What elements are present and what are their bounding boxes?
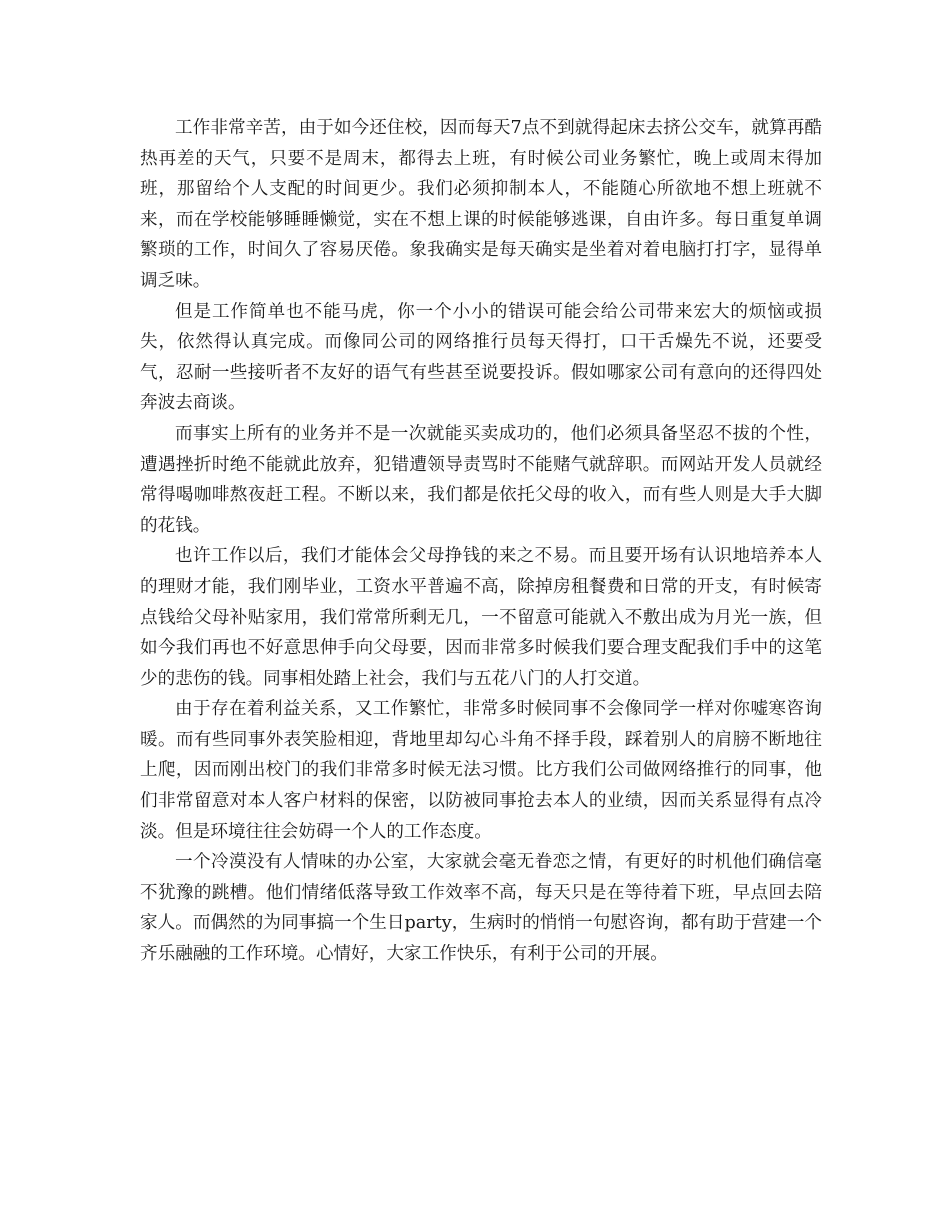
paragraph-6: 一个冷漠没有人情味的办公室，大家就会毫无眷恋之情，有更好的时机他们确信毫不犹豫的跳槽。他们情绪低落导致工作效率不高，每天只是在等待着下班，早点回去陪家人。而偶然的为同事搞一个生日party，生病时的悄悄一句慰咨询，都有助于营建一个齐乐融融的工作环境。心情好，大家工作快乐，有利于公司的开展。 (140, 852, 822, 965)
paragraph-5: 由于存在着利益关系，又工作繁忙，非常多时候同事不会像同学一样对你嘘寒咨询暖。而有些同事外表笑脸相迎，背地里却勾心斗角不择手段，踩着别人的肩膀不断地往上爬，因而刚出校门的我们非常多时候无法习惯。比方我们公司做网络推行的同事，他们非常留意对本人客户材料的保密，以防被同事抢去本人的业绩，因而关系显得有点冷淡。但是环境往往会妨碍一个人的工作态度。 (140, 699, 822, 842)
paragraph-1: 工作非常辛苦，由于如今还住校，因而每天7点不到就得起床去挤公交车，就算再酷热再差的天气，只要不是周末，都得去上班，有时候公司业务繁忙，晚上或周末得加班，那留给个人支配的时间更少。我们必须抑制本人，不能随心所欲地不想上班就不来，而在学校能够睡睡懒觉，实在不想上课的时候能够逃课，自由许多。每日重复单调繁琐的工作，时间久了容易厌倦。象我确实是每天确实是坐着对着电脑打打字，显得单调乏味。 (140, 118, 822, 291)
paragraph-4: 也许工作以后，我们才能体会父母挣钱的来之不易。而且要开场有认识地培养本人的理财才能，我们刚毕业，工资水平普遍不高，除掉房租餐费和日常的开支，有时候寄点钱给父母补贴家用，我们常常所剩无几，一不留意可能就入不敷出成为月光一族，但如今我们再也不好意思伸手向父母要，因而非常多时候我们要合理支配我们手中的这笔少的悲伤的钱。同事相处踏上社会，我们与五花八门的人打交道。 (140, 546, 822, 689)
paragraph-3: 而事实上所有的业务并不是一次就能买卖成功的，他们必须具备坚忍不拔的个性，遭遇挫折时绝不能就此放弃，犯错遭领导责骂时不能赌气就辞职。而网站开发人员就经常得喝咖啡熬夜赶工程。不断以来，我们都是依托父母的收入，而有些人则是大手大脚的花钱。 (140, 423, 822, 536)
paragraph-2: 但是工作简单也不能马虎，你一个小小的错误可能会给公司带来宏大的烦恼或损失，依然得认真完成。而像同公司的网络推行员每天得打，口干舌燥先不说，还要受气，忍耐一些接听者不友好的语气有些甚至说要投诉。假如哪家公司有意向的还得四处奔波去商谈。 (140, 301, 822, 414)
